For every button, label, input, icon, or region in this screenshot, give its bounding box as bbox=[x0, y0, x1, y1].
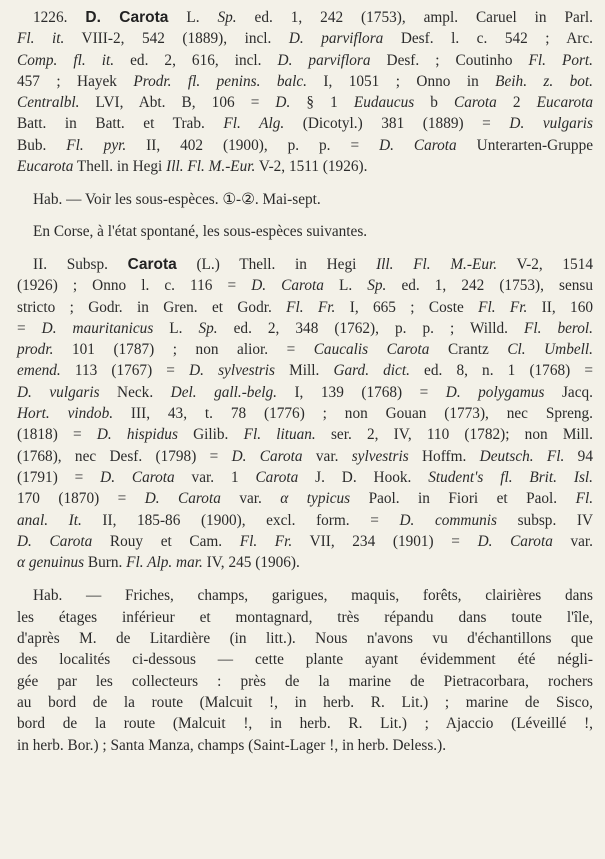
text-line bbox=[17, 403, 593, 424]
text-line bbox=[17, 156, 593, 177]
italic-run: Ill. Fl. M.-Eur. bbox=[376, 255, 498, 273]
text-run: ed. 2, 616, incl. bbox=[114, 51, 278, 69]
text-line bbox=[17, 488, 593, 509]
italic-run: D. Carota bbox=[477, 532, 553, 550]
text-line bbox=[17, 446, 593, 467]
taxon-bold: D. Carota bbox=[85, 9, 169, 26]
text-run: (Dicotyl.) 381 (1889) = bbox=[284, 115, 510, 133]
italic-run: Centralbl. bbox=[17, 94, 80, 112]
text-line bbox=[17, 275, 593, 296]
text-run: L. bbox=[168, 9, 218, 26]
corse-note bbox=[17, 221, 593, 242]
italic-run: Fl. Port. bbox=[528, 51, 594, 69]
text-run: Paol. in Fiori et Paol. bbox=[350, 490, 576, 508]
text-run: (1791) = bbox=[17, 468, 101, 486]
italic-run: sylvestris bbox=[351, 447, 409, 465]
text-run: Desf. l. c. 542 ; Arc. bbox=[383, 30, 593, 48]
text-run: 170 (1870) = bbox=[17, 490, 145, 508]
italic-run: Carota bbox=[255, 468, 299, 486]
italic-run: Deutsch. Fl. bbox=[479, 447, 565, 465]
text-run: bord de la route (Malcuit !, in herb. R. Lit.) ; Ajaccio (Léveillé !, bbox=[17, 715, 593, 733]
italic-run: α genuinus bbox=[17, 554, 85, 572]
italic-run: D. vulgaris bbox=[509, 115, 593, 133]
text-run: 457 ; Hayek bbox=[17, 72, 134, 90]
italic-run: Fl. Alp. mar. bbox=[126, 554, 203, 572]
italic-run: Fl. bbox=[575, 490, 594, 508]
text-run: ed. 1, 242 (1753), ampl. Caruel in Parl. bbox=[236, 9, 593, 26]
text-run: I, 665 ; Coste bbox=[335, 298, 479, 316]
text-run: in herb. Bor.) ; Santa Manza, champs (Saint-Lager !, in herb. Deless.). bbox=[17, 736, 447, 754]
text-run: V-2, 1511 (1926). bbox=[255, 158, 368, 176]
text-line bbox=[17, 628, 593, 649]
italic-run: Eudaucus bbox=[353, 94, 415, 112]
text-run: Hab. — Friches, champs, garigues, maquis, forêts, clairières dans bbox=[33, 587, 593, 605]
text-run: I, 1051 ; Onno in bbox=[306, 72, 496, 90]
text-run: Rouy et Cam. bbox=[92, 532, 240, 550]
text-run: Batt. in Batt. et Trab. bbox=[17, 115, 224, 133]
italic-run: D. parviflora bbox=[288, 30, 384, 48]
text-run: L. bbox=[153, 319, 199, 337]
text-line bbox=[17, 510, 593, 531]
italic-run: D. bbox=[275, 94, 291, 112]
text-run: V-2, 1514 bbox=[497, 255, 593, 273]
italic-run: D. polygamus bbox=[445, 383, 545, 401]
text-line bbox=[17, 71, 593, 92]
text-run: ed. 2, 348 (1762), p. p. ; Willd. bbox=[217, 319, 525, 337]
italic-run: prodr. bbox=[17, 341, 54, 359]
italic-run: α typicus bbox=[280, 490, 351, 508]
text-run: LVI, Abt. B, 106 = bbox=[79, 94, 276, 112]
italic-run: D. Carota bbox=[100, 468, 175, 486]
text-run: 113 (1767) = bbox=[60, 362, 190, 380]
text-run: Desf. ; Coutinho bbox=[370, 51, 529, 69]
text-run: VII, 234 (1901) = bbox=[292, 532, 478, 550]
text-run: Thell. in Hegi bbox=[73, 158, 167, 176]
text-line bbox=[17, 607, 593, 628]
italic-run: Fl. it. bbox=[17, 30, 65, 48]
text-run: 94 bbox=[564, 447, 593, 465]
italic-run: Hort. vindob. bbox=[17, 405, 114, 423]
text-run: Neck. bbox=[99, 383, 171, 401]
text-line bbox=[17, 467, 593, 488]
italic-run: Fl. Alg. bbox=[223, 115, 285, 133]
italic-run: D. vulgaris bbox=[17, 383, 100, 401]
italic-run: D. Carota bbox=[379, 136, 457, 154]
italic-run: Fl. Fr. bbox=[239, 532, 293, 550]
italic-run: D. hispidus bbox=[96, 426, 178, 444]
italic-run: Sp. bbox=[217, 9, 237, 26]
subsp-carota-entry bbox=[17, 254, 593, 573]
italic-run: D. communis bbox=[399, 511, 497, 529]
text-run: II, 185-86 (1900), excl. form. = bbox=[81, 511, 400, 529]
text-line bbox=[17, 318, 593, 339]
taxon-bold: Carota bbox=[127, 255, 177, 273]
text-run: stricto ; Godr. in Gren. et Godr. bbox=[17, 298, 287, 316]
italic-run: D. Carota bbox=[251, 277, 324, 295]
text-run: 1226. bbox=[33, 9, 86, 26]
text-run: III, 43, t. 78 (1776) ; non Gouan (1773), nec Spreng. bbox=[113, 405, 593, 423]
text-run: VIII-2, 542 (1889), incl. bbox=[64, 30, 289, 48]
italic-run: Prodr. fl. penins. balc. bbox=[133, 72, 307, 90]
text-run: II, 160 bbox=[527, 298, 593, 316]
text-line bbox=[17, 7, 593, 28]
text-line bbox=[17, 424, 593, 445]
italic-run: Eucarota bbox=[536, 94, 594, 112]
text-line bbox=[17, 113, 593, 134]
text-run: ed. 8, n. 1 (1768) = bbox=[409, 362, 593, 380]
text-run: Mill. bbox=[275, 362, 334, 380]
text-line bbox=[17, 339, 593, 360]
text-run: IV, 245 (1906). bbox=[202, 554, 300, 572]
text-run: (1818) = bbox=[17, 426, 97, 444]
entry-1226 bbox=[17, 7, 593, 177]
italic-run: anal. It. bbox=[17, 511, 82, 529]
italic-run: D. parviflora bbox=[277, 51, 371, 69]
italic-run: Caucalis Carota bbox=[313, 341, 430, 359]
text-run: d'après M. de Litardière (in litt.). Nous n'avons vu d'échantillons que bbox=[17, 630, 593, 648]
text-line bbox=[17, 135, 593, 156]
text-run: L. bbox=[323, 277, 368, 295]
text-run: (1768), nec Desf. (1798) = bbox=[17, 447, 232, 465]
text-run: les étages inférieur et montagnard, très répandu dans toute l'île, bbox=[17, 608, 593, 626]
italic-run: Student's fl. Brit. Isl. bbox=[428, 468, 594, 486]
text-line bbox=[17, 382, 593, 403]
italic-run: Fl. Fr. bbox=[286, 298, 336, 316]
text-run: var. bbox=[552, 532, 594, 550]
italic-run: D. Carota bbox=[231, 447, 303, 465]
text-run: 101 (1787) ; non alior. = bbox=[53, 341, 314, 359]
text-run: Unterarten-Gruppe bbox=[456, 136, 594, 154]
text-run: var. 1 bbox=[174, 468, 256, 486]
text-line bbox=[17, 50, 593, 71]
text-line bbox=[17, 360, 593, 381]
habitat-line: Hab. — Voir les sous-espèces. ①-②. Mai-sept. bbox=[33, 191, 321, 209]
italic-run: Fl. berol. bbox=[524, 319, 593, 337]
text-run: des localités ci-dessous — cette plante ayant évidemment été négli- bbox=[17, 651, 593, 669]
text-run: var. bbox=[302, 447, 352, 465]
text-run: Bub. bbox=[17, 136, 67, 154]
italic-run: Fl. Fr. bbox=[478, 298, 528, 316]
italic-run: D. sylvestris bbox=[189, 362, 276, 380]
italic-run: Comp. fl. it. bbox=[17, 51, 115, 69]
habitat-details bbox=[17, 585, 593, 755]
italic-run: D. mauritanicus bbox=[41, 319, 154, 337]
italic-run: Fl. pyr. bbox=[66, 136, 127, 154]
text-run: Hoffm. bbox=[408, 447, 480, 465]
text-line bbox=[17, 713, 593, 734]
text-line bbox=[17, 735, 593, 756]
text-run: (L.) Thell. in Hegi bbox=[176, 255, 377, 273]
text-run: Crantz bbox=[429, 341, 508, 359]
text-run: 2 bbox=[496, 94, 537, 112]
italic-run: Sp. bbox=[367, 277, 387, 295]
text-line bbox=[17, 692, 593, 713]
italic-run: Eucarota bbox=[17, 158, 74, 176]
text-run: ser. 2, IV, 110 (1782); non Mill. bbox=[315, 426, 593, 444]
text-run: II. Subsp. bbox=[33, 255, 128, 273]
text-line bbox=[17, 297, 593, 318]
text-line bbox=[17, 531, 593, 552]
italic-run: D. Carota bbox=[17, 532, 93, 550]
text-run: gée par les collecteurs : près de la marine de Pietracorbara, rochers bbox=[17, 672, 593, 690]
text-run: J. D. Hook. bbox=[298, 468, 429, 486]
italic-run: Fl. lituan. bbox=[243, 426, 316, 444]
text-run: = bbox=[17, 319, 42, 337]
italic-run: D. Carota bbox=[144, 490, 221, 508]
text-run: Jacq. bbox=[544, 383, 593, 401]
corse-line: En Corse, à l'état spontané, les sous-espèces suivantes. bbox=[33, 222, 368, 240]
text-run: § 1 bbox=[290, 94, 354, 112]
italic-run: Ill. Fl. M.-Eur. bbox=[166, 158, 256, 176]
text-line bbox=[17, 585, 593, 606]
italic-run: Beih. z. bot. bbox=[495, 72, 593, 90]
italic-run: Gard. dict. bbox=[333, 362, 410, 380]
italic-run: Carota bbox=[454, 94, 497, 112]
text-line bbox=[17, 28, 593, 49]
italic-run: Cl. Umbell. bbox=[507, 341, 593, 359]
text-run: I, 139 (1768) = bbox=[276, 383, 446, 401]
text-run: b bbox=[414, 94, 455, 112]
text-run: (1926) ; Onno l. c. 116 = bbox=[17, 277, 252, 295]
text-line bbox=[17, 649, 593, 670]
text-run: au bord de la route (Malcuit !, in herb. R. Lit.) ; marine de Sisco, bbox=[17, 693, 593, 711]
text-run: Burn. bbox=[84, 554, 127, 572]
text-line bbox=[17, 671, 593, 692]
text-line bbox=[17, 552, 593, 573]
italic-run: emend. bbox=[17, 362, 61, 380]
text-line bbox=[17, 254, 593, 275]
text-run: var. bbox=[220, 490, 281, 508]
habitat-summary bbox=[17, 189, 593, 210]
text-run: Gilib. bbox=[177, 426, 244, 444]
text-line bbox=[17, 92, 593, 113]
italic-run: Del. gall.-belg. bbox=[170, 383, 277, 401]
italic-run: Sp. bbox=[198, 319, 218, 337]
text-run: subsp. IV bbox=[496, 511, 594, 529]
text-run: II, 402 (1900), p. p. = bbox=[126, 136, 380, 154]
text-run: ed. 1, 242 (1753), sensu bbox=[386, 277, 593, 295]
